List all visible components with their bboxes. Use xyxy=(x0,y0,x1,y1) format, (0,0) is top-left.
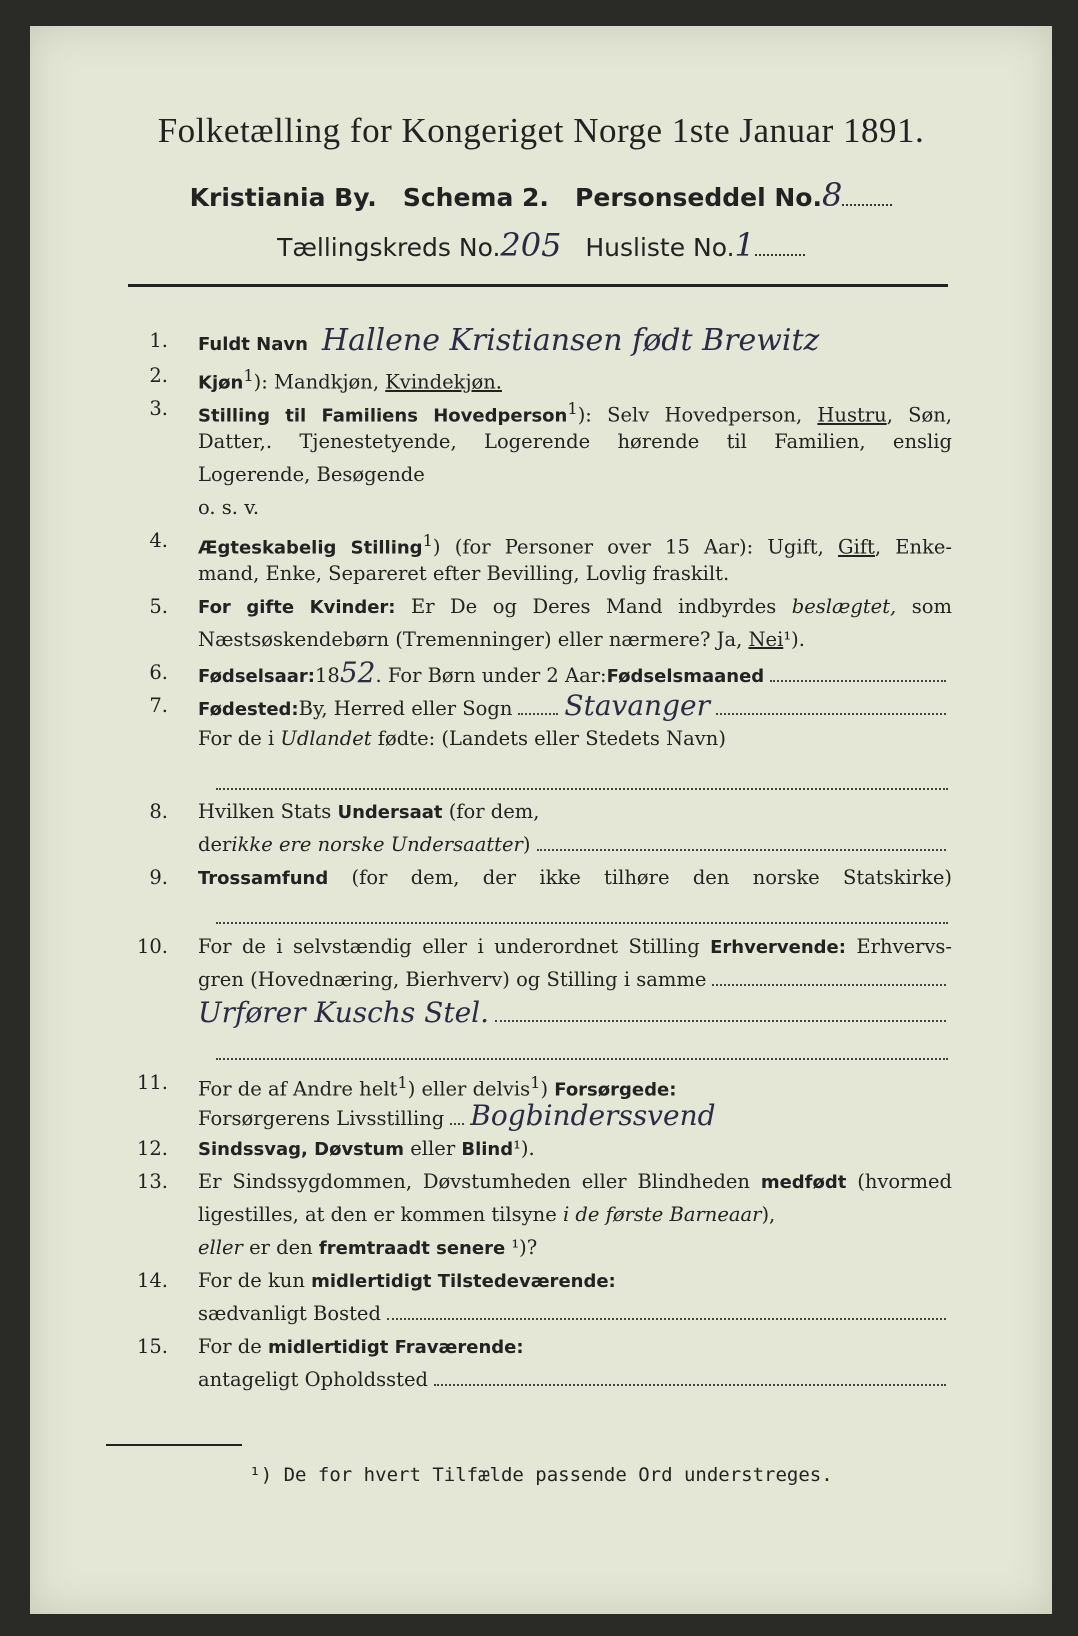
selected-marital: Gift xyxy=(838,535,875,559)
occupation-value: Urfører Kuschs Stel. xyxy=(198,996,489,1029)
birth-year: 52 xyxy=(339,656,376,689)
birthplace-value: Stavanger xyxy=(564,689,710,722)
full-name-value: Hallene Kristiansen født Brewitz xyxy=(321,323,820,358)
footnote: ¹) De for hvert Tilfælde passende Ord understreges. xyxy=(249,1464,833,1486)
kreds-line xyxy=(30,226,1052,264)
husliste-label: Husliste No. xyxy=(585,233,735,262)
kreds-no: 205 xyxy=(500,226,562,264)
provider-value: Bogbinderssvend xyxy=(470,1099,716,1132)
personseddel-no: 8 xyxy=(821,176,843,214)
census-form: Folketælling for Kongeriget Norge 1ste Januar 1891. Kristiania By. Schema 2. Personseddel No.8 Tællingskreds No.205 Husliste No.1 1. Fuldt Navn Hallene Kristiansen født Brewitz 2. Kjøn$^1$): Mandkjøn, Kvindekjøn. 3. Stilling til Familiens Hovedperson$^1$): Selv Hovedperson, Hustru, Søn, Datter,. Tjenestetyende, Logerende hørende til Familien, enslig Logerende, Besøgende o. s. v. 4. Ægteskabelig Stilling$^1$) (for Personer over 15 Aar): Ugift, Gift, Enke- mand, Enke, Separeret efter Bevilling, Lovlig fraskilt. 5. For gifte Kvinder: Er De og Deres Mand indbyrdes beslægtet, som Næstsøskendebørn (Tremenninger) eller nærmere? Ja, Nei¹). 6. Fødselsaar: 18 52 . For Børn under 2 Aar: Fødselsmaaned 7. Fødested: By, Herred eller Sogn Stavanger For de i Udlandet fødte: (Landets eller Stedets Navn) 8. Hvilken Stats Undersaat (for dem, der ikke ere norske Undersaatter ) 9. Trossamfund (for dem, der ikke tilhøre den norske Statskirke) 10. For de i selvstændig eller i underordnet Stilling Erhvervende: Erhvervs- gren (Hovednæring, Bierhverv) og Stilling i samme Urfører Kuschs Stel. 11. For de af Andre helt$^1$) eller delvis$^1$) Forsørgede: Forsørgerens Livsstilling Bogbinderssvend 12. Sindssvag, Døvstum eller Blind¹). 13. Er Sindssygdommen, Døvstumheden eller Blindheden medfødt (hvormed ligestilles, at den er kommen tilsyne i de første Barneaar), eller er den fremtraadt senere ¹)? 14. For de kun midlertidigt Tilstedeværende: sædvanligt Bosted 15. For de midlertidigt Fraværende: antageligt Opholdssted ¹) De for hvert Tilfælde passende Ord understreges. xyxy=(30,26,1052,1614)
kreds-label: Tællingskreds No. xyxy=(277,233,501,262)
city: Kristiania By. xyxy=(189,183,377,212)
form-title: Folketælling for Kongeriget Norge 1ste Januar 1891. xyxy=(157,111,925,150)
schema-line xyxy=(30,176,1052,214)
schema: Schema 2. xyxy=(402,183,549,212)
selected-gender: Kvindekjøn. xyxy=(385,370,502,394)
personseddel-label: Personseddel No. xyxy=(575,183,822,212)
header-rule xyxy=(128,284,948,287)
selected-related: Nei xyxy=(748,628,784,651)
selected-position: Hustru xyxy=(817,403,887,427)
footnote-rule xyxy=(106,1444,242,1446)
husliste-no: 1 xyxy=(734,226,755,264)
